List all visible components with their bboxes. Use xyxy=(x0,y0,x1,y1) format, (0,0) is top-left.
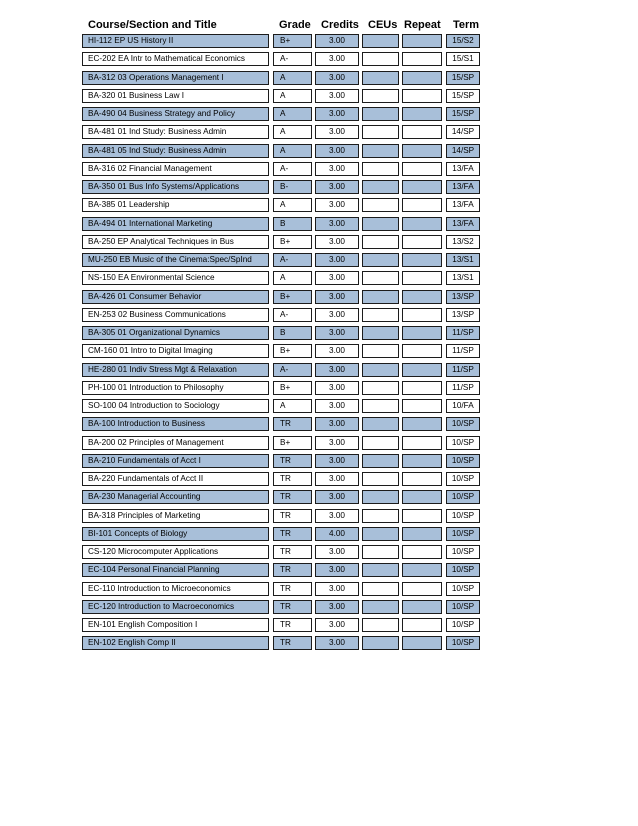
credits-cell: 3.00 xyxy=(315,545,359,559)
credits-cell: 3.00 xyxy=(315,472,359,486)
grade-cell: B xyxy=(273,217,312,231)
repeat-cell xyxy=(402,52,442,66)
credits-cell: 3.00 xyxy=(315,490,359,504)
repeat-cell xyxy=(402,162,442,176)
repeat-cell xyxy=(402,290,442,304)
term-cell: 10/SP xyxy=(446,527,480,541)
course-cell: BA-481 05 Ind Study: Business Admin xyxy=(82,144,269,158)
credits-cell: 3.00 xyxy=(315,52,359,66)
grade-cell: B+ xyxy=(273,436,312,450)
credits-cell: 3.00 xyxy=(315,636,359,650)
table-row xyxy=(82,270,482,288)
credits-cell: 3.00 xyxy=(315,308,359,322)
course-cell: EC-110 Introduction to Microeconomics xyxy=(82,582,269,596)
credits-cell: 3.00 xyxy=(315,363,359,377)
header-ceus: CEUs xyxy=(368,19,398,31)
course-cell: BA-230 Managerial Accounting xyxy=(82,490,269,504)
credits-cell: 3.00 xyxy=(315,71,359,85)
transcript-table xyxy=(82,16,482,654)
term-cell: 10/SP xyxy=(446,563,480,577)
term-cell: 10/SP xyxy=(446,454,480,468)
term-cell: 13/SP xyxy=(446,308,480,322)
table-row xyxy=(82,526,482,544)
term-cell: 11/SP xyxy=(446,381,480,395)
table-body xyxy=(82,33,482,654)
table-row xyxy=(82,33,482,51)
repeat-cell xyxy=(402,527,442,541)
grade-cell: A xyxy=(273,125,312,139)
ceus-cell xyxy=(362,235,399,249)
table-row xyxy=(82,435,482,453)
repeat-cell xyxy=(402,509,442,523)
table-row xyxy=(82,289,482,307)
term-cell: 13/S1 xyxy=(446,271,480,285)
ceus-cell xyxy=(362,600,399,614)
table-row xyxy=(82,398,482,416)
ceus-cell xyxy=(362,636,399,650)
table-row xyxy=(82,234,482,252)
course-cell: BA-318 Principles of Marketing xyxy=(82,509,269,523)
grade-cell: A xyxy=(273,107,312,121)
credits-cell: 3.00 xyxy=(315,563,359,577)
repeat-cell xyxy=(402,563,442,577)
credits-cell: 3.00 xyxy=(315,125,359,139)
grade-cell: A xyxy=(273,198,312,212)
term-cell: 10/SP xyxy=(446,436,480,450)
credits-cell: 3.00 xyxy=(315,290,359,304)
table-row xyxy=(82,88,482,106)
course-cell: EC-120 Introduction to Macroeconomics xyxy=(82,600,269,614)
grade-cell: A xyxy=(273,399,312,413)
ceus-cell xyxy=(362,417,399,431)
repeat-cell xyxy=(402,582,442,596)
grade-cell: TR xyxy=(273,636,312,650)
grade-cell: TR xyxy=(273,618,312,632)
repeat-cell xyxy=(402,618,442,632)
ceus-cell xyxy=(362,290,399,304)
term-cell: 11/SP xyxy=(446,344,480,358)
credits-cell: 3.00 xyxy=(315,107,359,121)
credits-cell: 3.00 xyxy=(315,600,359,614)
term-cell: 10/FA xyxy=(446,399,480,413)
course-cell: BA-220 Fundamentals of Acct II xyxy=(82,472,269,486)
term-cell: 15/SP xyxy=(446,71,480,85)
credits-cell: 3.00 xyxy=(315,144,359,158)
grade-cell: A xyxy=(273,144,312,158)
repeat-cell xyxy=(402,34,442,48)
course-cell: HE-280 01 Indiv Stress Mgt & Relaxation xyxy=(82,363,269,377)
ceus-cell xyxy=(362,454,399,468)
course-cell: SO-100 04 Introduction to Sociology xyxy=(82,399,269,413)
term-cell: 13/FA xyxy=(446,180,480,194)
term-cell: 13/SP xyxy=(446,290,480,304)
table-row xyxy=(82,216,482,234)
ceus-cell xyxy=(362,326,399,340)
grade-cell: TR xyxy=(273,545,312,559)
repeat-cell xyxy=(402,89,442,103)
grade-cell: TR xyxy=(273,417,312,431)
repeat-cell xyxy=(402,235,442,249)
credits-cell: 3.00 xyxy=(315,582,359,596)
grade-cell: A xyxy=(273,71,312,85)
ceus-cell xyxy=(362,217,399,231)
course-cell: EN-101 English Composition I xyxy=(82,618,269,632)
ceus-cell xyxy=(362,34,399,48)
table-row xyxy=(82,106,482,124)
ceus-cell xyxy=(362,52,399,66)
repeat-cell xyxy=(402,271,442,285)
ceus-cell xyxy=(362,198,399,212)
course-cell: BA-350 01 Bus Info Systems/Applications xyxy=(82,180,269,194)
repeat-cell xyxy=(402,600,442,614)
ceus-cell xyxy=(362,490,399,504)
ceus-cell xyxy=(362,527,399,541)
credits-cell: 3.00 xyxy=(315,180,359,194)
repeat-cell xyxy=(402,381,442,395)
ceus-cell xyxy=(362,399,399,413)
grade-cell: B+ xyxy=(273,235,312,249)
repeat-cell xyxy=(402,472,442,486)
credits-cell: 3.00 xyxy=(315,417,359,431)
course-cell: PH-100 01 Introduction to Philosophy xyxy=(82,381,269,395)
repeat-cell xyxy=(402,107,442,121)
course-cell: BI-101 Concepts of Biology xyxy=(82,527,269,541)
term-cell: 10/SP xyxy=(446,417,480,431)
ceus-cell xyxy=(362,363,399,377)
grade-cell: TR xyxy=(273,454,312,468)
term-cell: 14/SP xyxy=(446,144,480,158)
term-cell: 15/S1 xyxy=(446,52,480,66)
course-cell: BA-200 02 Principles of Management xyxy=(82,436,269,450)
table-row xyxy=(82,471,482,489)
course-cell: BA-490 04 Business Strategy and Policy xyxy=(82,107,269,121)
course-cell: BA-210 Fundamentals of Acct I xyxy=(82,454,269,468)
table-row xyxy=(82,617,482,635)
grade-cell: A- xyxy=(273,52,312,66)
header-repeat: Repeat xyxy=(404,19,441,31)
header-credits: Credits xyxy=(321,19,359,31)
credits-cell: 3.00 xyxy=(315,381,359,395)
ceus-cell xyxy=(362,89,399,103)
credits-cell: 3.00 xyxy=(315,344,359,358)
grade-cell: TR xyxy=(273,527,312,541)
repeat-cell xyxy=(402,144,442,158)
course-cell: BA-426 01 Consumer Behavior xyxy=(82,290,269,304)
repeat-cell xyxy=(402,125,442,139)
course-cell: BA-312 03 Operations Management I xyxy=(82,71,269,85)
grade-cell: B xyxy=(273,326,312,340)
ceus-cell xyxy=(362,271,399,285)
credits-cell: 3.00 xyxy=(315,326,359,340)
ceus-cell xyxy=(362,253,399,267)
ceus-cell xyxy=(362,308,399,322)
ceus-cell xyxy=(362,582,399,596)
credits-cell: 3.00 xyxy=(315,217,359,231)
grade-cell: A- xyxy=(273,308,312,322)
header-term: Term xyxy=(453,19,480,31)
ceus-cell xyxy=(362,436,399,450)
grade-cell: TR xyxy=(273,600,312,614)
repeat-cell xyxy=(402,545,442,559)
header-course: Course/Section and Title xyxy=(88,19,217,31)
course-cell: BA-250 EP Analytical Techniques in Bus xyxy=(82,235,269,249)
table-row xyxy=(82,179,482,197)
credits-cell: 3.00 xyxy=(315,618,359,632)
repeat-cell xyxy=(402,399,442,413)
table-row xyxy=(82,635,482,653)
table-row xyxy=(82,51,482,69)
repeat-cell xyxy=(402,417,442,431)
ceus-cell xyxy=(362,144,399,158)
course-cell: BA-305 01 Organizational Dynamics xyxy=(82,326,269,340)
course-cell: CM-160 01 Intro to Digital Imaging xyxy=(82,344,269,358)
repeat-cell xyxy=(402,636,442,650)
ceus-cell xyxy=(362,381,399,395)
header-grade: Grade xyxy=(279,19,311,31)
table-row xyxy=(82,489,482,507)
table-header xyxy=(82,16,482,33)
table-row xyxy=(82,599,482,617)
term-cell: 13/S2 xyxy=(446,235,480,249)
term-cell: 13/FA xyxy=(446,198,480,212)
grade-cell: TR xyxy=(273,472,312,486)
table-row xyxy=(82,508,482,526)
term-cell: 10/SP xyxy=(446,545,480,559)
course-cell: EN-102 English Comp II xyxy=(82,636,269,650)
ceus-cell xyxy=(362,125,399,139)
term-cell: 11/SP xyxy=(446,363,480,377)
term-cell: 13/S1 xyxy=(446,253,480,267)
term-cell: 11/SP xyxy=(446,326,480,340)
table-row xyxy=(82,362,482,380)
grade-cell: TR xyxy=(273,563,312,577)
table-row xyxy=(82,453,482,471)
table-row xyxy=(82,380,482,398)
term-cell: 13/FA xyxy=(446,162,480,176)
course-cell: BA-320 01 Business Law I xyxy=(82,89,269,103)
course-cell: NS-150 EA Environmental Science xyxy=(82,271,269,285)
credits-cell: 3.00 xyxy=(315,509,359,523)
ceus-cell xyxy=(362,107,399,121)
course-cell: BA-316 02 Financial Management xyxy=(82,162,269,176)
table-row xyxy=(82,416,482,434)
grade-cell: A- xyxy=(273,162,312,176)
grade-cell: B+ xyxy=(273,344,312,358)
table-row xyxy=(82,562,482,580)
repeat-cell xyxy=(402,436,442,450)
grade-cell: B- xyxy=(273,180,312,194)
grade-cell: A- xyxy=(273,253,312,267)
term-cell: 10/SP xyxy=(446,636,480,650)
term-cell: 10/SP xyxy=(446,472,480,486)
repeat-cell xyxy=(402,363,442,377)
repeat-cell xyxy=(402,198,442,212)
table-row xyxy=(82,581,482,599)
term-cell: 10/SP xyxy=(446,490,480,504)
credits-cell: 3.00 xyxy=(315,436,359,450)
term-cell: 15/SP xyxy=(446,107,480,121)
credits-cell: 3.00 xyxy=(315,34,359,48)
ceus-cell xyxy=(362,563,399,577)
table-row xyxy=(82,70,482,88)
course-cell: EC-202 EA Intr to Mathematical Economics xyxy=(82,52,269,66)
credits-cell: 3.00 xyxy=(315,89,359,103)
grade-cell: B+ xyxy=(273,381,312,395)
course-cell: MU-250 EB Music of the Cinema:Spec/SpInd xyxy=(82,253,269,267)
table-row xyxy=(82,161,482,179)
credits-cell: 3.00 xyxy=(315,253,359,267)
repeat-cell xyxy=(402,71,442,85)
course-cell: HI-112 EP US History II xyxy=(82,34,269,48)
course-cell: BA-100 Introduction to Business xyxy=(82,417,269,431)
grade-cell: A xyxy=(273,89,312,103)
repeat-cell xyxy=(402,217,442,231)
term-cell: 10/SP xyxy=(446,618,480,632)
credits-cell: 4.00 xyxy=(315,527,359,541)
credits-cell: 3.00 xyxy=(315,235,359,249)
credits-cell: 3.00 xyxy=(315,454,359,468)
ceus-cell xyxy=(362,545,399,559)
table-row xyxy=(82,307,482,325)
ceus-cell xyxy=(362,509,399,523)
table-row xyxy=(82,252,482,270)
term-cell: 15/S2 xyxy=(446,34,480,48)
grade-cell: TR xyxy=(273,509,312,523)
grade-cell: TR xyxy=(273,582,312,596)
term-cell: 10/SP xyxy=(446,582,480,596)
table-row xyxy=(82,343,482,361)
grade-cell: B+ xyxy=(273,290,312,304)
course-cell: BA-481 01 Ind Study: Business Admin xyxy=(82,125,269,139)
ceus-cell xyxy=(362,162,399,176)
repeat-cell xyxy=(402,326,442,340)
credits-cell: 3.00 xyxy=(315,399,359,413)
course-cell: BA-385 01 Leadership xyxy=(82,198,269,212)
ceus-cell xyxy=(362,180,399,194)
ceus-cell xyxy=(362,71,399,85)
course-cell: CS-120 Microcomputer Applications xyxy=(82,545,269,559)
grade-cell: A- xyxy=(273,363,312,377)
repeat-cell xyxy=(402,180,442,194)
repeat-cell xyxy=(402,253,442,267)
repeat-cell xyxy=(402,454,442,468)
grade-cell: A xyxy=(273,271,312,285)
ceus-cell xyxy=(362,344,399,358)
term-cell: 14/SP xyxy=(446,125,480,139)
table-row xyxy=(82,197,482,215)
grade-cell: B+ xyxy=(273,34,312,48)
table-row xyxy=(82,544,482,562)
credits-cell: 3.00 xyxy=(315,198,359,212)
credits-cell: 3.00 xyxy=(315,162,359,176)
term-cell: 13/FA xyxy=(446,217,480,231)
grade-cell: TR xyxy=(273,490,312,504)
course-cell: BA-494 01 International Marketing xyxy=(82,217,269,231)
repeat-cell xyxy=(402,344,442,358)
repeat-cell xyxy=(402,490,442,504)
term-cell: 10/SP xyxy=(446,509,480,523)
ceus-cell xyxy=(362,472,399,486)
ceus-cell xyxy=(362,618,399,632)
term-cell: 15/SP xyxy=(446,89,480,103)
table-row xyxy=(82,325,482,343)
term-cell: 10/SP xyxy=(446,600,480,614)
table-row xyxy=(82,124,482,142)
repeat-cell xyxy=(402,308,442,322)
credits-cell: 3.00 xyxy=(315,271,359,285)
course-cell: EN-253 02 Business Communications xyxy=(82,308,269,322)
course-cell: EC-104 Personal Financial Planning xyxy=(82,563,269,577)
table-row xyxy=(82,143,482,161)
